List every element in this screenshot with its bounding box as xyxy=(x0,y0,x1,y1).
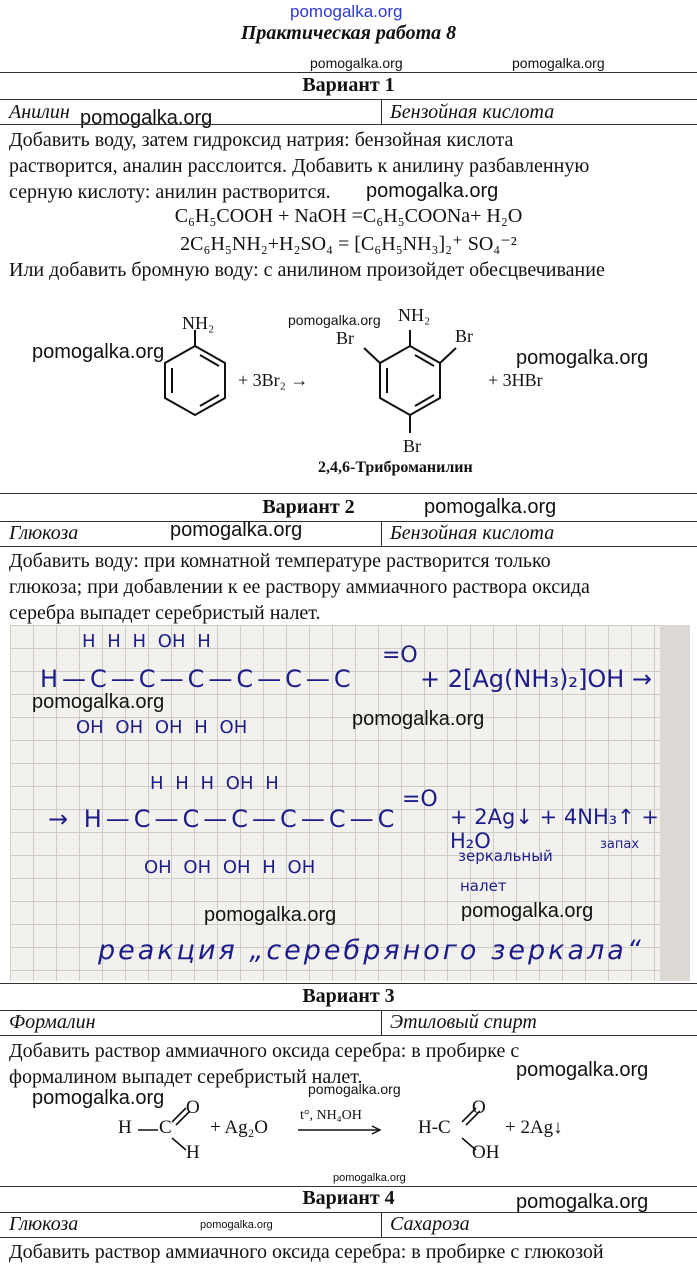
watermark: pomogalka.org xyxy=(200,1219,273,1231)
formula-conditions: t°, NH₄OH xyxy=(300,1108,362,1123)
watermark: pomogalka.org xyxy=(516,347,649,369)
watermark: pomogalka.org xyxy=(288,312,381,328)
variant-1-left-cell: Анилин xyxy=(9,101,70,123)
formula-c: C xyxy=(159,1117,172,1138)
hand-row2-bottom: OH OH OH H OH xyxy=(144,857,316,878)
variant-3-right-cell: Этиловый спирт xyxy=(390,1011,537,1033)
watermark: pomogalka.org xyxy=(333,1172,406,1184)
variant-3-header: Вариант 3 xyxy=(302,985,395,1007)
hbr-label: + 3HBr xyxy=(488,370,543,390)
br-right: Br xyxy=(455,326,473,346)
variant-4-header: Вариант 4 xyxy=(302,1187,395,1209)
variant-3-text: Добавить раствор аммиачного оксида серебра: в пробирке с формалином выпадет серебристый налет. xyxy=(9,1040,520,1088)
formula-product-c: H-C xyxy=(418,1117,451,1138)
formula-reagent: + Ag₂O xyxy=(210,1117,268,1138)
formaldehyde-scheme xyxy=(0,1090,697,1170)
br-left: Br xyxy=(336,328,354,348)
watermark: pomogalka.org xyxy=(461,900,594,922)
watermark: pomogalka.org xyxy=(352,708,485,730)
equation-2: 2C₆H₅NH₂+H₂SO₄ = [C₆H₅NH₃]₂⁺ SO₄⁻² xyxy=(180,233,517,255)
watermark: pomogalka.org xyxy=(366,180,499,202)
br-bottom: Br xyxy=(403,436,421,456)
page-title: Практическая работа 8 xyxy=(240,22,457,44)
variant-4-left-cell: Глюкоза xyxy=(9,1213,79,1235)
variant-2-text: Добавить воду: при комнатной температуре растворится только глюкоза; при добавлении к ее раствору аммиачного раствора оксида серебра выпадет серебристый налет. xyxy=(9,550,590,624)
watermark: pomogalka.org xyxy=(512,55,605,71)
hand-row2-top: H H H OH H xyxy=(150,773,279,794)
watermark: pomogalka.org xyxy=(204,904,337,926)
watermark: pomogalka.org xyxy=(80,107,213,129)
formula-product-ag: + 2Ag↓ xyxy=(505,1117,563,1138)
watermark: pomogalka.org xyxy=(32,691,165,713)
hand-row2-aldehyde-o: =O xyxy=(402,787,438,812)
nh2-label-product: NH₂ xyxy=(398,305,431,325)
variant-1-text-2: Или добавить бромную воду: с анилином произойдет обесцвечивание xyxy=(9,259,605,281)
variant-2-right-cell: Бензойная кислота xyxy=(390,522,555,544)
variant-3-left-cell: Формалин xyxy=(9,1011,96,1033)
formula-o: O xyxy=(186,1097,200,1118)
watermark: pomogalka.org xyxy=(424,496,557,518)
watermark: pomogalka.org xyxy=(32,341,165,363)
hand-row1-top: H H H OH H xyxy=(82,631,211,652)
variant-4-right-cell: Сахароза xyxy=(390,1213,470,1235)
watermark: pomogalka.org xyxy=(516,1059,649,1081)
formula-product-oh: OH xyxy=(472,1142,500,1163)
watermark: pomogalka.org xyxy=(32,1087,165,1109)
nh2-label: NH₂ xyxy=(182,313,215,333)
variant-2-left-cell: Глюкоза xyxy=(9,522,79,544)
hand-deposit-label: налет xyxy=(460,877,507,895)
formula-h-bottom: H xyxy=(186,1142,200,1163)
watermark: pomogalka.org xyxy=(170,519,303,541)
hand-smell-label: запах xyxy=(600,837,640,852)
hand-row1-aldehyde-o: =O xyxy=(382,643,418,668)
variant-1-text: Добавить воду, затем гидроксид натрия: бензойная кислота растворится, аналин расслоится. Добавить к анилину разбавленную серную кислоту: анилин растворится. xyxy=(9,129,590,203)
hand-caption: реакция „серебряного зеркала“ xyxy=(98,935,644,966)
hand-row1-reagent: + 2[Ag(NH₃)₂]OH → xyxy=(420,665,653,693)
watermark: pomogalka.org xyxy=(308,1081,401,1097)
scheme-caption: 2,4,6-Триброманилин xyxy=(318,459,473,476)
variant-4-text: Добавить раствор аммиачного оксида серебра: в пробирке с глюкозой xyxy=(9,1241,604,1263)
reagent-label: + 3Br₂ → xyxy=(238,370,309,390)
variant-1-header: Вариант 1 xyxy=(302,74,395,96)
handwritten-reaction-photo xyxy=(10,625,690,981)
equation-1: C₆H₅COOH + NaOH =C₆H₅COONa+ H₂O xyxy=(174,205,523,227)
hand-row1-chain: H—C—C—C—C—C—C xyxy=(40,665,355,693)
formula-product-o: O xyxy=(472,1097,486,1118)
formula-h-left: H xyxy=(118,1117,132,1138)
hand-row2-products: + 2Ag↓ + 4NH₃↑ + H₂O xyxy=(450,805,660,853)
watermark-top: pomogalka.org xyxy=(290,2,403,21)
variant-1-right-cell: Бензойная кислота xyxy=(390,101,555,123)
watermark: pomogalka.org xyxy=(516,1191,649,1213)
hand-row2-chain: → H—C—C—C—C—C—C xyxy=(48,805,399,833)
hand-mirror-label: зеркальный xyxy=(458,847,553,865)
hand-row1-bottom: OH OH OH H OH xyxy=(76,717,248,738)
variant-2-header: Вариант 2 xyxy=(262,496,355,518)
watermark: pomogalka.org xyxy=(310,55,403,71)
